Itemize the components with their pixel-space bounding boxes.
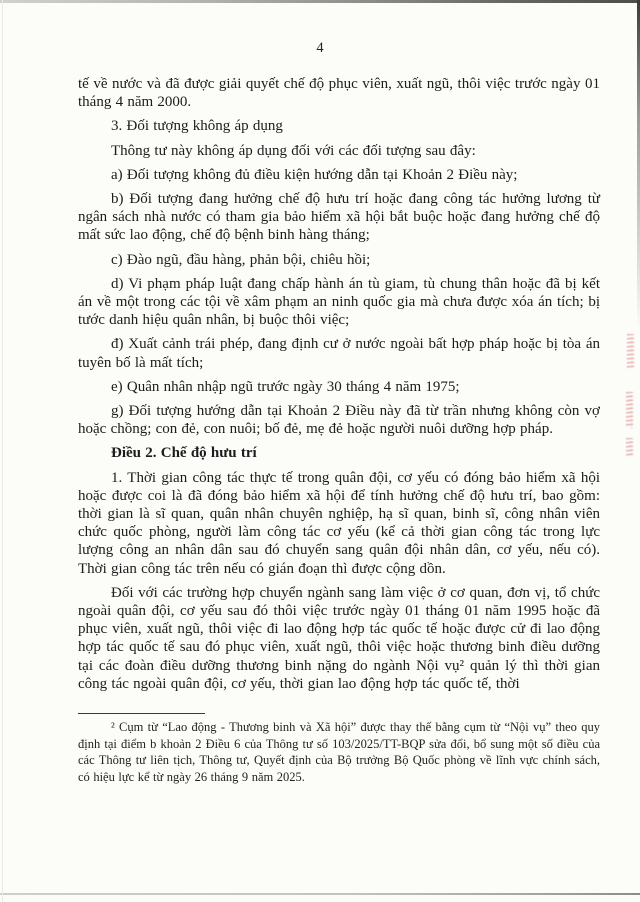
item-g-paragraph: g) Đối tượng hướng dẫn tại Khoản 2 Điều này đã từ trần nhưng không còn vợ hoặc chồng; con đẻ, con nuôi; bố đẻ, mẹ đẻ hoặc người nuôi dưỡng hợp pháp.	[78, 403, 600, 438]
item-c-paragraph: c) Đào ngũ, đầu hàng, phản bội, chiêu hồi;	[111, 251, 371, 268]
item-dd-paragraph: đ) Xuất cảnh trái phép, đang định cư ở nước ngoài bất hợp pháp hoặc bị tòa án tuyên bố là mất tích;	[78, 336, 600, 371]
item-d-paragraph: d) Vi phạm pháp luật đang chấp hành án tù giam, tù chung thân hoặc đã bị kết án về một trong các tội về xâm phạm an ninh quốc gia mà chưa được xóa án tích; bị tước danh hiệu quân nhân, bị buộc thôi việc;	[78, 275, 600, 329]
footnote-block	[78, 713, 600, 785]
scan-bottom-edge-artifact	[0, 893, 640, 895]
clause-3-heading: 3. Đối tượng không áp dụng	[111, 118, 283, 135]
body-paragraph: Đối với các trường hợp chuyển ngành sang làm việc ở cơ quan, đơn vị, tổ chức ngoài quân đội, cơ yếu sau đó thôi việc trước ngày 01 tháng 01 năm 1995 hoặc đã phục viên, xuất ngũ, thôi việc đi lao động hợp tác quốc tế hoặc được cử đi lao động hợp tác quốc tế sau đó phục viên, xuất ngũ, thôi việc hoặc thương binh điều dưỡng tại các đoàn điều dưỡng thương binh nặng do ngành Nội vụ² quản lý thì thời gian công tác ngoài quân đội, cơ yếu, thời gian lao động hợp tác quốc tế, thời	[78, 584, 600, 692]
item-a-paragraph: a) Đối tượng không đủ điều kiện hướng dẫn tại Khoản 2 Điều này;	[111, 166, 518, 183]
article-2-heading: Điều 2. Chế độ hưu trí	[111, 445, 257, 462]
footnote-text: ² Cụm từ “Lao động - Thương binh và Xã hội” được thay thế bằng cụm từ “Nội vụ” theo quy định tại điểm b khoản 2 Điều 6 của Thông tư số 103/2025/TT-BQP sửa đổi, bổ sung một số điều của các Thông tư liên tịch, Thông tư, Quyết định của Bộ trưởng Bộ Quốc phòng về lĩnh vực chính sách, có hiệu lực kể từ ngày 26 tháng 9 năm 2025.	[78, 720, 600, 784]
footnote-separator	[78, 713, 205, 714]
red-margin-annotation	[626, 438, 633, 456]
scan-left-crease-artifact	[2, 0, 3, 902]
item-b-paragraph: b) Đối tượng đang hưởng chế độ hưu trí hoặc đang công tác hưởng lương từ ngân sách nhà nước có tham gia bảo hiểm xã hội bắt buộc hoặc đang hưởng chế độ mất sức lao động, chế độ bệnh binh hàng tháng;	[78, 191, 600, 244]
red-margin-annotation	[627, 334, 634, 368]
red-margin-annotation	[626, 392, 633, 428]
item-e-paragraph: e) Quân nhân nhập ngũ trước ngày 30 tháng 4 năm 1975;	[111, 378, 460, 395]
document-body	[78, 75, 600, 699]
clause-1-paragraph: 1. Thời gian công tác thực tế trong quân đội, cơ yếu có đóng bảo hiểm xã hội hoặc được coi là đã đóng bảo hiểm xã hội để tính hưởng chế độ hưu trí, bao gồm: thời gian là sĩ quan, quân nhân chuyên nghiệp, hạ sĩ quan, binh sĩ, công nhân viên chức quốc phòng, người làm công tác cơ yếu (kể cả thời gian công tác trong lực lượng công an nhân dân sau đó chuyển sang quân đội nhân dân, cơ yếu, nếu có). Thời gian công tác trên nếu có gián đoạn thì được cộng dồn.	[78, 469, 600, 577]
body-paragraph-continuation: tế về nước và đã được giải quyết chế độ phục viên, xuất ngũ, thôi việc trước ngày 01 tháng 4 năm 2000.	[78, 76, 600, 111]
scan-top-edge-artifact	[0, 0, 640, 3]
page-number: 4	[316, 40, 324, 56]
body-paragraph: Thông tư này không áp dụng đối với các đối tượng sau đây:	[111, 142, 476, 159]
